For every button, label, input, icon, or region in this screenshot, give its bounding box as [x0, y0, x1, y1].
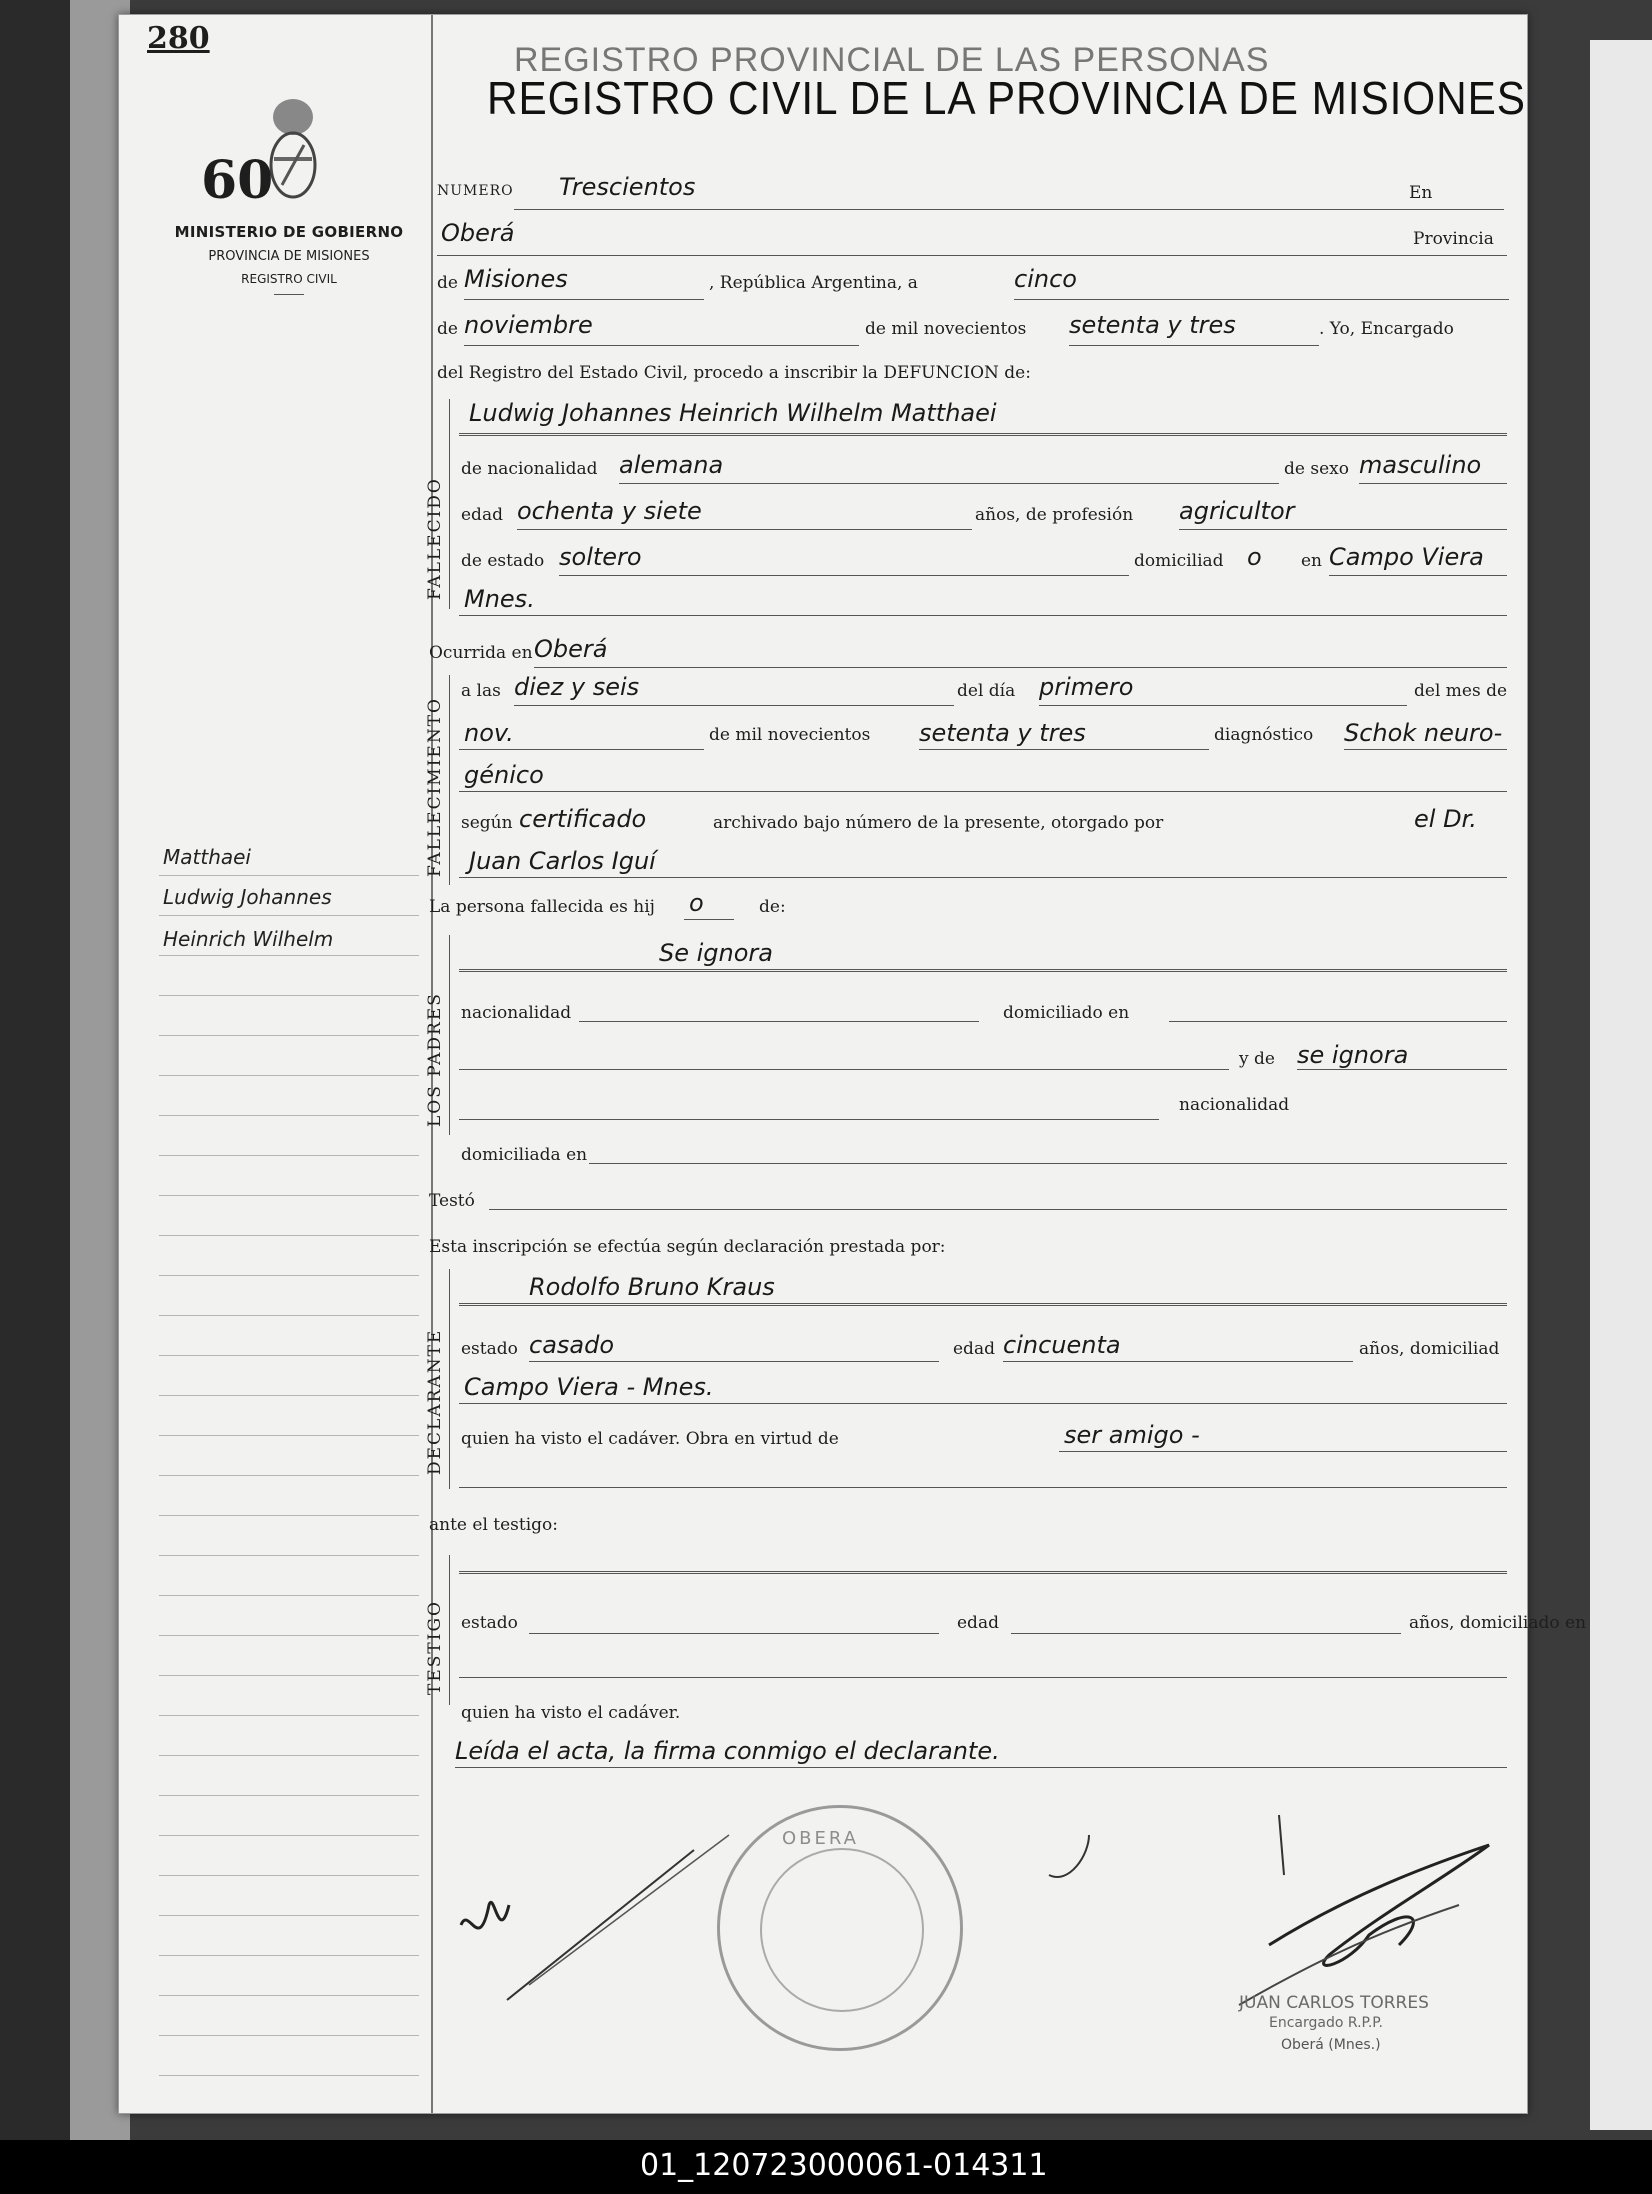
margin-ruled-line — [159, 915, 419, 916]
field-fallecido-nombre: Ludwig Johannes Heinrich Wilhelm Matthaei — [469, 399, 997, 427]
line — [1014, 299, 1509, 300]
line — [1011, 1633, 1401, 1634]
line — [459, 433, 1507, 436]
margin-ruled-line — [159, 2035, 419, 2036]
label-del-dia: del día — [957, 681, 1016, 701]
label-numero: NUMERO — [437, 183, 514, 199]
margin-given-names-2: Heinrich Wilhelm — [163, 927, 334, 951]
field-edad: ochenta y siete — [517, 497, 702, 525]
label-domiciliad: domiciliad — [1134, 551, 1224, 571]
line — [514, 209, 1504, 210]
line — [459, 1069, 1229, 1070]
line — [559, 575, 1129, 576]
margin-ruled-line — [159, 1555, 419, 1556]
margin-ruled-line — [159, 1835, 419, 1836]
label-a-las: a las — [461, 681, 501, 701]
margin-column — [119, 15, 433, 2113]
field-domicilio: Campo Viera — [1329, 543, 1484, 571]
field-diagnostico: Schok neuro- — [1344, 719, 1503, 747]
label-madre-nacionalidad: nacionalidad — [1179, 1095, 1290, 1115]
field-madre: se ignora — [1297, 1041, 1409, 1069]
field-declarante: Rodolfo Bruno Kraus — [529, 1273, 775, 1301]
margin-ruled-line — [159, 1955, 419, 1956]
field-anio: setenta y tres — [1069, 311, 1236, 339]
label-hijo-de: de: — [759, 897, 786, 917]
line — [1344, 749, 1507, 750]
margin-ruled-line — [159, 1875, 419, 1876]
field-declarante-estado: casado — [529, 1331, 615, 1359]
line — [459, 1119, 1159, 1120]
line — [459, 1403, 1507, 1404]
label-testo: Testó — [429, 1191, 475, 1211]
line — [534, 667, 1507, 668]
margin-ruled-line — [159, 1795, 419, 1796]
registry-page — [118, 14, 1587, 2114]
margin-ruled-line — [159, 1035, 419, 1036]
label-sexo: de sexo — [1284, 459, 1349, 479]
field-otorgado-por: el Dr. — [1414, 805, 1477, 833]
line — [459, 1487, 1507, 1488]
line — [919, 749, 1209, 750]
line — [579, 1021, 979, 1022]
section-fallecido: FALLECIDO — [425, 477, 445, 600]
label-archivado: archivado bajo número de la presente, otorgado por — [713, 813, 1164, 833]
field-medico: Juan Carlos Iguí — [469, 847, 656, 875]
line — [1003, 1361, 1353, 1362]
registry-title: REGISTRO CIVIL — [241, 272, 337, 286]
field-provincia: Misiones — [464, 265, 568, 293]
field-mes-fallecimiento: nov. — [464, 719, 514, 747]
label-en-domicilio: en — [1301, 551, 1323, 571]
label-en: En — [1409, 183, 1433, 203]
signature-strokes — [449, 1795, 1549, 2095]
margin-ruled-line — [159, 1675, 419, 1676]
margin-ruled-line — [159, 1155, 419, 1156]
page-title: REGISTRO CIVIL DE LA PROVINCIA DE MISIONES — [487, 72, 1526, 124]
divider — [274, 294, 304, 295]
line — [514, 705, 954, 706]
adjacent-page — [1590, 40, 1652, 2130]
margin-ruled-line — [159, 875, 419, 876]
field-dia: cinco — [1014, 265, 1077, 293]
label-esta-inscripcion: Esta inscripción se efectúa según declaración prestada por: — [429, 1237, 946, 1257]
margin-ruled-line — [159, 1235, 419, 1236]
section-bracket — [449, 399, 450, 609]
label-testigo-anos: años, domiciliado en — [1409, 1613, 1587, 1633]
line — [459, 969, 1507, 972]
label-de: de — [437, 273, 458, 293]
margin-ruled-line — [159, 1595, 419, 1596]
ministry-title: MINISTERIO DE GOBIERNO — [174, 223, 404, 241]
line — [1069, 345, 1319, 346]
margin-ruled-line — [159, 1315, 419, 1316]
section-declarante: DECLARANTE — [425, 1328, 445, 1475]
field-domiciliad-suffix: o — [1247, 543, 1262, 571]
field-declarante-domicilio: Campo Viera - Mnes. — [464, 1373, 714, 1401]
label-quien-visto: quien ha visto el cadáver. Obra en virtud de — [461, 1429, 839, 1449]
field-declarante-edad: cincuenta — [1003, 1331, 1121, 1359]
section-fallecimiento: FALLECIMIENTO — [425, 697, 445, 877]
field-estado: soltero — [559, 543, 642, 571]
margin-given-names: Ludwig Johannes — [163, 885, 332, 909]
line — [1039, 705, 1407, 706]
label-padre-nacionalidad: nacionalidad — [461, 1003, 572, 1023]
margin-number: 60 — [201, 150, 274, 211]
corner-number: 280 — [147, 21, 210, 56]
section-padres: LOS PADRES — [425, 992, 445, 1127]
field-sexo: masculino — [1359, 451, 1482, 479]
line — [517, 529, 972, 530]
field-diagnostico-2: génico — [464, 761, 544, 789]
field-padre: Se ignora — [659, 939, 773, 967]
field-mes: noviembre — [464, 311, 593, 339]
label-de-mil: de mil novecientos — [865, 319, 1027, 339]
field-cierre: Leída el acta, la firma conmigo el declarante. — [455, 1737, 1000, 1765]
field-hora: diez y seis — [514, 673, 640, 701]
margin-ruled-line — [159, 1755, 419, 1756]
label-diagnostico: diagnóstico — [1214, 725, 1314, 745]
label-de-mil-fallecimiento: de mil novecientos — [709, 725, 871, 745]
signature-name: JUAN CARLOS TORRES — [1239, 1993, 1429, 2013]
line — [1179, 529, 1507, 530]
label-edad: edad — [461, 505, 503, 525]
margin-ruled-line — [159, 1635, 419, 1636]
label-anos-profesion: años, de profesión — [975, 505, 1134, 525]
line — [529, 1361, 939, 1362]
line — [1297, 1069, 1507, 1070]
margin-ruled-line — [159, 1995, 419, 1996]
margin-ruled-line — [159, 1275, 419, 1276]
official-seal-city: OBERA — [782, 1828, 859, 1849]
label-testigo-estado: estado — [461, 1613, 518, 1633]
field-profesion: agricultor — [1179, 497, 1295, 525]
margin-ruled-line — [159, 1475, 419, 1476]
line — [459, 1677, 1507, 1678]
label-declarante-anos: años, domiciliad — [1359, 1339, 1500, 1359]
margin-ruled-line — [159, 2075, 419, 2076]
footer-bar — [0, 2140, 1652, 2194]
margin-ruled-line — [159, 995, 419, 996]
label-del-mes: del mes de — [1414, 681, 1508, 701]
section-bracket — [449, 1269, 450, 1489]
line — [459, 749, 704, 750]
signature-place: Oberá (Mnes.) — [1281, 2037, 1381, 2053]
line — [437, 255, 1507, 256]
margin-ruled-line — [159, 1195, 419, 1196]
field-declarante-virtud: ser amigo - — [1064, 1421, 1200, 1449]
field-nacionalidad: alemana — [619, 451, 724, 479]
field-ocurrida: Oberá — [534, 635, 608, 663]
label-ocurrida: Ocurrida en — [429, 643, 533, 663]
label-republica: , República Argentina, a — [709, 273, 918, 293]
line — [464, 299, 704, 300]
line — [459, 877, 1507, 878]
margin-ruled-line — [159, 1355, 419, 1356]
ministry-block — [149, 223, 429, 295]
label-testigo-edad: edad — [957, 1613, 999, 1633]
line — [1329, 575, 1507, 576]
label-yo: . Yo, Encargado — [1319, 319, 1454, 339]
section-bracket — [449, 935, 450, 1135]
line — [459, 791, 1507, 792]
line — [464, 345, 859, 346]
signature-title: Encargado R.P.P. — [1269, 2015, 1383, 2031]
line — [459, 1303, 1507, 1306]
header-overprint: REGISTRO PROVINCIAL DE LAS PERSONAS — [514, 41, 1270, 79]
field-hijo-suffix: o — [689, 889, 704, 917]
line — [459, 1571, 1507, 1574]
label-declarante-edad: edad — [953, 1339, 995, 1359]
label-provincia: Provincia — [1413, 229, 1494, 249]
line — [459, 615, 1507, 616]
label-padre-domiciliado: domiciliado en — [1003, 1003, 1130, 1023]
label-testigo-quien: quien ha visto el cadáver. — [461, 1703, 681, 1723]
label-registro: del Registro del Estado Civil, procedo a inscribir la DEFUNCION de: — [437, 363, 1031, 383]
section-testigo: TESTIGO — [425, 1600, 445, 1695]
margin-ruled-line — [159, 1115, 419, 1116]
field-numero: Trescientos — [559, 173, 696, 201]
line — [1359, 483, 1507, 484]
label-y-de: y de — [1239, 1049, 1275, 1069]
line — [619, 483, 1279, 484]
line — [684, 919, 734, 920]
line — [455, 1767, 1507, 1768]
field-certificado: certificado — [519, 805, 647, 833]
section-bracket — [449, 675, 450, 885]
image-reference: 01_120723000061-014311 — [640, 2148, 1048, 2183]
label-ante-testigo: ante el testigo: — [429, 1515, 559, 1535]
label-domiciliada: domiciliada en — [461, 1145, 588, 1165]
margin-ruled-line — [159, 1075, 419, 1076]
line — [589, 1163, 1507, 1164]
field-lugar: Oberá — [441, 219, 515, 247]
line — [529, 1633, 939, 1634]
label-de-mes: de — [437, 319, 458, 339]
margin-ruled-line — [159, 1915, 419, 1916]
label-hijo: La persona fallecida es hij — [429, 897, 655, 917]
line — [489, 1209, 1507, 1210]
label-declarante-estado: estado — [461, 1339, 518, 1359]
field-dia-fallecimiento: primero — [1039, 673, 1134, 701]
label-segun: según — [461, 813, 513, 833]
line — [1169, 1021, 1507, 1022]
label-estado: de estado — [461, 551, 545, 571]
field-domicilio-2: Mnes. — [464, 585, 535, 613]
margin-ruled-line — [159, 1395, 419, 1396]
margin-ruled-line — [159, 1435, 419, 1436]
label-nacionalidad: de nacionalidad — [461, 459, 598, 479]
line — [1059, 1451, 1507, 1452]
margin-ruled-line — [159, 1515, 419, 1516]
field-anio-fallecimiento: setenta y tres — [919, 719, 1086, 747]
margin-surname: Matthaei — [163, 845, 251, 869]
margin-ruled-line — [159, 955, 419, 956]
margin-ruled-line — [159, 1715, 419, 1716]
province-title: PROVINCIA DE MISIONES — [208, 249, 370, 264]
section-bracket — [449, 1555, 450, 1705]
